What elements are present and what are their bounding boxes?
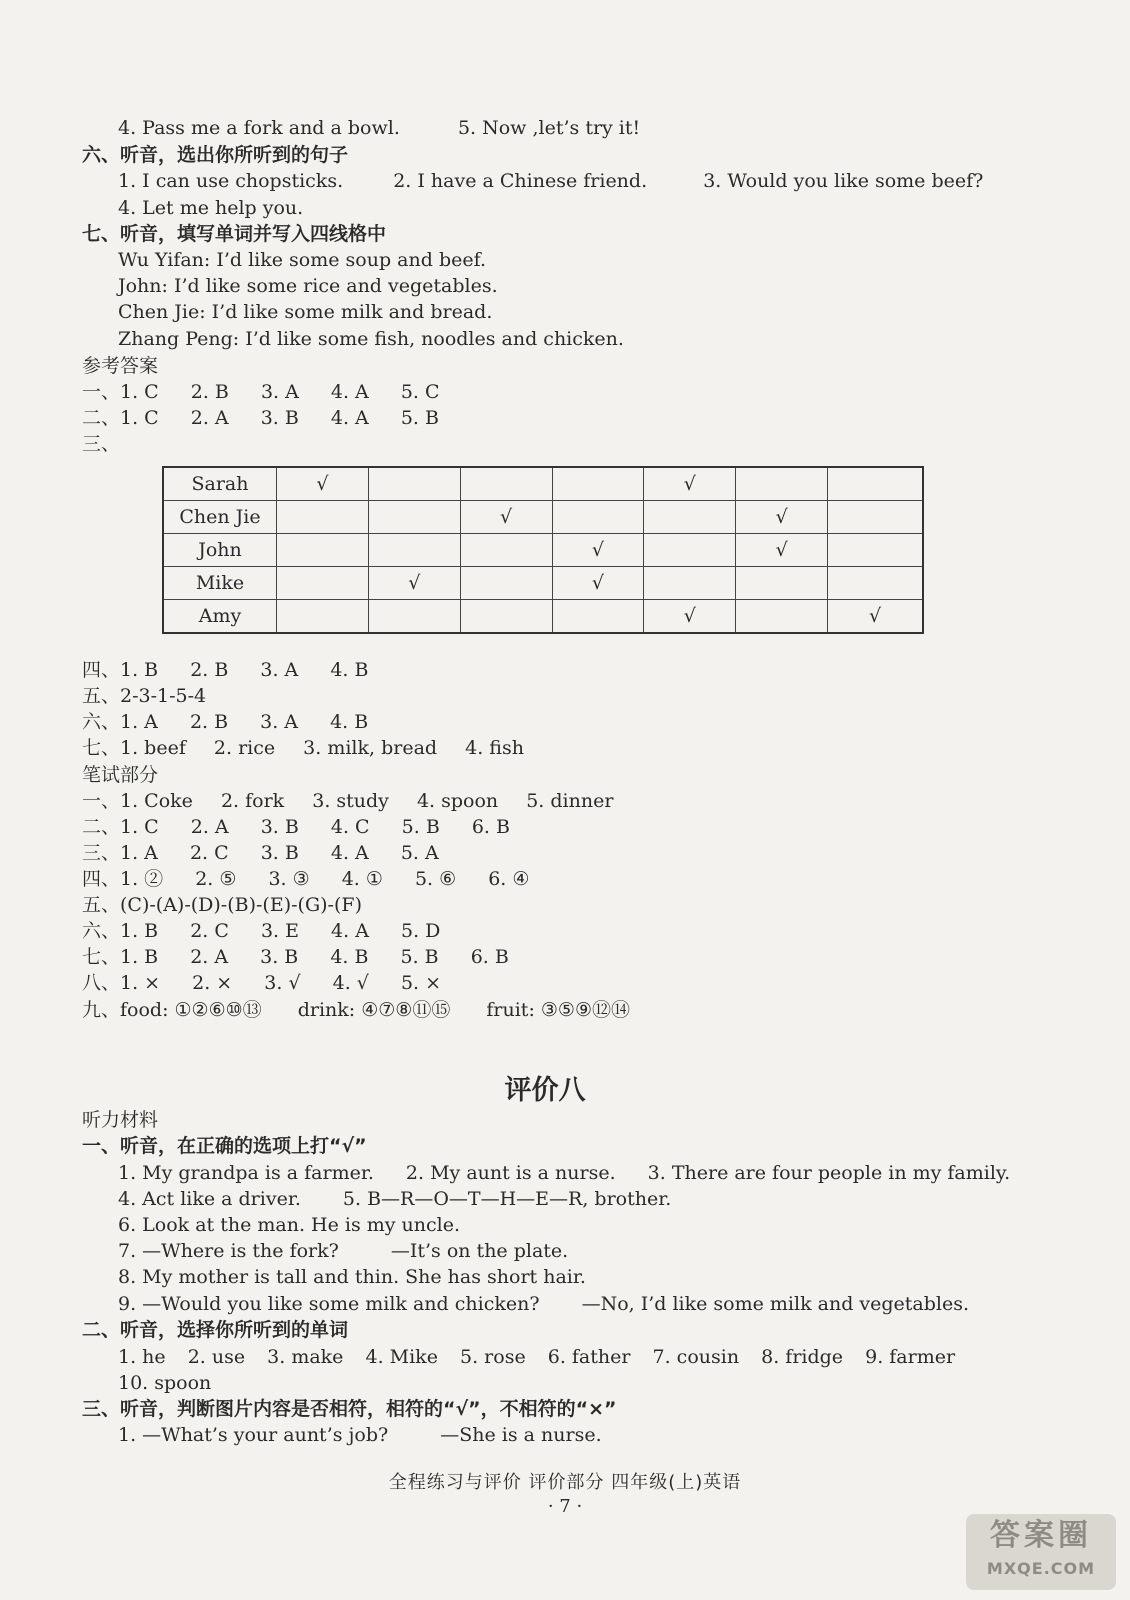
answer: 2. A bbox=[190, 407, 229, 429]
check-cell bbox=[552, 600, 644, 634]
eval-section-1-row-1 bbox=[118, 1161, 1010, 1185]
dialogue-line: Wu Yifan: I’d like some soup and beef. bbox=[118, 249, 486, 271]
answer: fruit: ③⑤⑨⑫⑭ bbox=[486, 999, 630, 1021]
table-row bbox=[163, 501, 923, 534]
check-cell bbox=[828, 501, 923, 534]
word: 5. rose bbox=[460, 1346, 526, 1368]
sentence: 1. My grandpa is a farmer. bbox=[118, 1162, 374, 1184]
check-cell bbox=[460, 467, 552, 501]
check-cell bbox=[277, 501, 369, 534]
sentence: 3. Would you like some beef? bbox=[703, 170, 984, 192]
word: 8. fridge bbox=[761, 1346, 844, 1368]
written-row-7 bbox=[82, 945, 509, 969]
answer: 3. B bbox=[260, 842, 299, 864]
check-cell bbox=[277, 600, 369, 634]
check-cell bbox=[368, 501, 460, 534]
check-cell bbox=[828, 567, 923, 600]
answer: 七、1. beef bbox=[82, 737, 186, 759]
sentence: —She is a nurse. bbox=[440, 1424, 602, 1446]
written-row-2 bbox=[82, 815, 510, 839]
written-row-6 bbox=[82, 919, 440, 943]
answer: 2. B bbox=[190, 381, 229, 403]
listening-material-heading: 听力材料 bbox=[82, 1109, 159, 1131]
answer-row-5: 五、2-3-1-5-4 bbox=[82, 685, 207, 707]
answer: 三、1. A bbox=[82, 842, 158, 864]
student-name-cell: Sarah bbox=[163, 467, 277, 501]
answer: 七、1. B bbox=[82, 946, 159, 968]
answer: 2. C bbox=[189, 842, 229, 864]
answer: 3. milk, bread bbox=[303, 737, 438, 759]
answer: 5. B bbox=[400, 407, 439, 429]
sentence: 9. —Would you like some milk and chicken? bbox=[118, 1293, 540, 1315]
section-title: 评价八 bbox=[504, 1075, 586, 1106]
answer: 2. rice bbox=[213, 737, 276, 759]
eval-section-2-row-2: 10. spoon bbox=[118, 1372, 212, 1394]
sentence: —It’s on the plate. bbox=[390, 1240, 569, 1262]
word: 2. use bbox=[187, 1346, 246, 1368]
eval-section-3-row-1 bbox=[118, 1423, 602, 1447]
answer: 八、1. × bbox=[82, 972, 161, 994]
answer: 2. × bbox=[192, 972, 233, 994]
answer-row-6 bbox=[82, 710, 368, 734]
check-cell bbox=[644, 501, 736, 534]
student-name-cell: Amy bbox=[163, 600, 277, 634]
written-row-9 bbox=[82, 998, 630, 1022]
answer: 5. C bbox=[400, 381, 440, 403]
watermark-logo bbox=[966, 1514, 1116, 1590]
answer: 4. A bbox=[330, 842, 369, 864]
sentence-4: 4. Pass me a fork and a bowl. bbox=[118, 117, 400, 139]
answer-row-2 bbox=[82, 406, 439, 430]
answer-row-7 bbox=[82, 736, 524, 760]
answer-check-table bbox=[162, 466, 924, 634]
answer: 3. √ bbox=[264, 972, 301, 994]
section-7-heading: 七、听音，填写单词并写入四线格中 bbox=[82, 223, 387, 245]
eval-section-1-row-4 bbox=[118, 1239, 568, 1263]
check-cell bbox=[644, 567, 736, 600]
answer-row-3-label: 三、 bbox=[82, 433, 121, 455]
written-row-5: 五、(C)-(A)-(D)-(B)-(E)-(G)-(F) bbox=[82, 894, 362, 916]
check-cell bbox=[736, 467, 828, 501]
page-number: · 7 · bbox=[547, 1496, 583, 1517]
answer: 九、food: ①②⑥⑩⑬ bbox=[82, 999, 262, 1021]
word: 4. Mike bbox=[365, 1346, 438, 1368]
check-cell: √ bbox=[368, 567, 460, 600]
sentence: 2. My aunt is a nurse. bbox=[405, 1162, 616, 1184]
written-part-heading: 笔试部分 bbox=[82, 764, 159, 786]
check-cell bbox=[368, 534, 460, 567]
answer: 4. B bbox=[330, 711, 369, 733]
answer: 6. B bbox=[470, 946, 509, 968]
answer: 3. B bbox=[260, 407, 299, 429]
check-cell bbox=[552, 501, 644, 534]
answer: 5. dinner bbox=[526, 790, 614, 812]
answer: 四、1. ② bbox=[82, 868, 164, 890]
word: 1. he bbox=[118, 1346, 166, 1368]
check-cell bbox=[277, 534, 369, 567]
listening-line-4-5 bbox=[118, 116, 640, 140]
answer: 一、1. C bbox=[82, 381, 159, 403]
answer: 六、1. B bbox=[82, 920, 159, 942]
student-name-cell: Chen Jie bbox=[163, 501, 277, 534]
check-cell bbox=[736, 567, 828, 600]
check-cell bbox=[460, 600, 552, 634]
written-row-1 bbox=[82, 789, 613, 813]
check-cell: √ bbox=[460, 501, 552, 534]
answer: 6. ④ bbox=[488, 868, 530, 890]
word: 9. farmer bbox=[865, 1346, 956, 1368]
sentence: —No, I’d like some milk and vegetables. bbox=[581, 1293, 970, 1315]
check-cell bbox=[368, 600, 460, 634]
answer: 4. A bbox=[330, 407, 369, 429]
answer: 5. B bbox=[400, 946, 439, 968]
answer: 3. study bbox=[312, 790, 389, 812]
table-row bbox=[163, 600, 923, 634]
sentence: 1. —What’s your aunt’s job? bbox=[118, 1424, 389, 1446]
watermark-url: MXQE.COM bbox=[986, 1559, 1096, 1578]
check-cell: √ bbox=[736, 534, 828, 567]
answer: 一、1. Coke bbox=[82, 790, 193, 812]
answer: 四、1. B bbox=[82, 659, 159, 681]
answer: 3. ③ bbox=[268, 868, 310, 890]
check-cell: √ bbox=[552, 534, 644, 567]
check-cell bbox=[736, 600, 828, 634]
answer: 5. ⑥ bbox=[414, 868, 457, 890]
answer: 4. B bbox=[330, 659, 369, 681]
written-row-4 bbox=[82, 867, 529, 891]
answer: 2. B bbox=[190, 659, 229, 681]
answer: 2. ⑤ bbox=[195, 868, 237, 890]
check-cell bbox=[828, 467, 923, 501]
table-row bbox=[163, 567, 923, 600]
check-cell bbox=[277, 567, 369, 600]
eval-section-2-row-1 bbox=[118, 1345, 955, 1369]
answer: 5. × bbox=[400, 972, 442, 994]
answer: 4. ① bbox=[341, 868, 383, 890]
sentence: 2. I have a Chinese friend. bbox=[393, 170, 648, 192]
written-row-3 bbox=[82, 841, 439, 865]
check-cell bbox=[460, 534, 552, 567]
answer: 5. D bbox=[400, 920, 441, 942]
check-cell: √ bbox=[828, 600, 923, 634]
answer: 5. A bbox=[400, 842, 439, 864]
answer: 3. B bbox=[260, 946, 299, 968]
answer: 3. B bbox=[260, 816, 299, 838]
answer: 2. B bbox=[189, 711, 229, 733]
answer: 4. √ bbox=[332, 972, 369, 994]
check-cell bbox=[644, 534, 736, 567]
answer: 2. A bbox=[190, 946, 229, 968]
check-cell: √ bbox=[736, 501, 828, 534]
section-6-heading: 六、听音，选出你所听到的句子 bbox=[82, 144, 349, 166]
check-cell: √ bbox=[644, 467, 736, 501]
sentence: 7. —Where is the fork? bbox=[118, 1240, 339, 1262]
dialogue-line: Zhang Peng: I’d like some fish, noodles and chicken. bbox=[118, 328, 624, 350]
answer: 二、1. C bbox=[82, 407, 159, 429]
sentence: 4. Act like a driver. bbox=[118, 1188, 301, 1210]
answer: 3. A bbox=[260, 711, 299, 733]
table-row bbox=[163, 534, 923, 567]
answer-row-4 bbox=[82, 658, 368, 682]
eval-section-3-heading: 三、听音，判断图片内容是否相符，相符的“√”，不相符的“×” bbox=[82, 1398, 617, 1420]
answer: 六、1. A bbox=[82, 711, 158, 733]
answer: 3. A bbox=[260, 381, 299, 403]
answer: 3. A bbox=[260, 659, 299, 681]
student-name-cell: Mike bbox=[163, 567, 277, 600]
answer: 4. A bbox=[331, 920, 369, 942]
eval-section-1-row-6 bbox=[118, 1292, 969, 1316]
word: 7. cousin bbox=[652, 1346, 740, 1368]
check-cell: √ bbox=[277, 467, 369, 501]
check-cell bbox=[368, 467, 460, 501]
answer: 2. A bbox=[190, 816, 229, 838]
dialogue-line: John: I’d like some rice and vegetables. bbox=[118, 275, 498, 297]
answer: 4. fish bbox=[465, 737, 524, 759]
answer: 4. A bbox=[330, 381, 369, 403]
eval-section-2-heading: 二、听音，选择你所听到的单词 bbox=[82, 1319, 349, 1341]
section-6-row-1 bbox=[118, 169, 983, 193]
answer: 3. E bbox=[260, 920, 299, 942]
answer: 4. C bbox=[330, 816, 370, 838]
eval-section-1-row-5: 8. My mother is tall and thin. She has short hair. bbox=[118, 1266, 586, 1288]
table-row bbox=[163, 467, 923, 501]
check-cell: √ bbox=[644, 600, 736, 634]
check-cell bbox=[828, 534, 923, 567]
eval-section-1-heading: 一、听音，在正确的选项上打“√” bbox=[82, 1135, 367, 1157]
word: 3. make bbox=[267, 1346, 344, 1368]
page-footer: 全程练习与评价 评价部分 四年级(上)英语 bbox=[388, 1472, 742, 1493]
eval-section-1-row-2 bbox=[118, 1187, 671, 1211]
section-6-row-2: 4. Let me help you. bbox=[118, 197, 304, 219]
answer: 4. B bbox=[330, 946, 369, 968]
sentence: 5. B—R—O—T—H—E—R, brother. bbox=[342, 1188, 672, 1210]
check-cell bbox=[552, 467, 644, 501]
answer: 2. fork bbox=[220, 790, 285, 812]
eval-section-1-row-3: 6. Look at the man. He is my uncle. bbox=[118, 1214, 461, 1236]
answer: 4. spoon bbox=[416, 790, 499, 812]
check-cell bbox=[460, 567, 552, 600]
sentence: 1. I can use chopsticks. bbox=[118, 170, 344, 192]
answers-heading: 参考答案 bbox=[82, 355, 159, 377]
check-cell: √ bbox=[552, 567, 644, 600]
answer: 6. B bbox=[471, 816, 510, 838]
student-name-cell: John bbox=[163, 534, 277, 567]
dialogue-line: Chen Jie: I’d like some milk and bread. bbox=[118, 301, 493, 323]
answer-row-1 bbox=[82, 380, 440, 404]
word: 6. father bbox=[547, 1346, 631, 1368]
sentence-5: 5. Now ,let’s try it! bbox=[457, 117, 641, 139]
answer: 2. C bbox=[190, 920, 229, 942]
sentence: 3. There are four people in my family. bbox=[647, 1162, 1011, 1184]
written-row-8 bbox=[82, 971, 441, 995]
answer: drink: ④⑦⑧⑪⑮ bbox=[297, 999, 451, 1021]
watermark-text: 答案圈 bbox=[990, 1518, 1092, 1553]
answer: 二、1. C bbox=[82, 816, 159, 838]
answer: 5. B bbox=[401, 816, 440, 838]
